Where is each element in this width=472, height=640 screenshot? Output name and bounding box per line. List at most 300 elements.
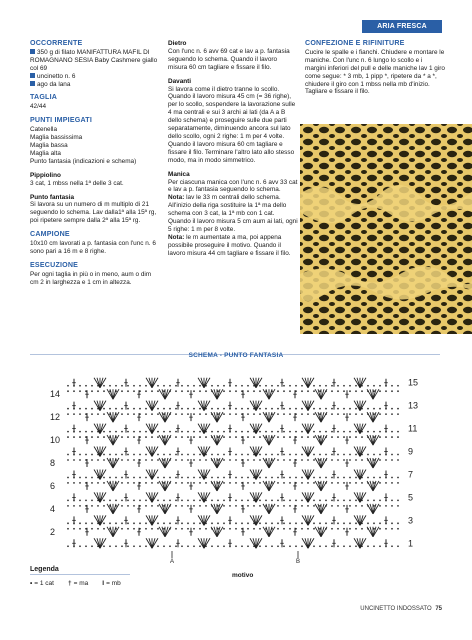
chain-dot <box>271 477 273 479</box>
chain-dot <box>193 408 195 410</box>
row-number-left: 14 <box>50 389 61 400</box>
chain-dot <box>145 505 147 507</box>
chain-dot <box>235 545 237 547</box>
chain-dot <box>343 528 345 530</box>
row-number-right: 13 <box>408 400 419 411</box>
chain-dot <box>187 505 189 507</box>
chain-dot <box>199 500 201 502</box>
chain-dot <box>367 431 369 433</box>
chain-dot <box>361 413 363 415</box>
chain-dot <box>109 477 111 479</box>
chain-dot <box>307 505 309 507</box>
chain-dot <box>391 454 393 456</box>
chain-dot <box>331 454 333 456</box>
chain-dot <box>79 482 81 484</box>
chain-dot <box>187 459 189 461</box>
chain-dot <box>313 385 315 387</box>
chain-dot <box>247 436 249 438</box>
chain-dot <box>349 459 351 461</box>
chain-dot <box>343 385 345 387</box>
row-number-left: 4 <box>50 503 56 514</box>
chain-dot <box>313 522 315 524</box>
chain-dot <box>223 408 225 410</box>
chain-dot <box>379 408 381 410</box>
chain-dot <box>283 522 285 524</box>
chain-dot <box>325 431 327 433</box>
chain-dot <box>127 413 129 415</box>
manica-nota-1: Nota: lav le 33 m centrali dello schema. All'inizio della riga sostituire la 1ª ma dello schema con 3 cat, la 1ª mb con 1 cat. <box>168 194 287 218</box>
pippiolino-section <box>30 172 160 188</box>
chain-dot <box>331 545 333 547</box>
chain-dot <box>355 500 357 502</box>
chain-dot <box>199 454 201 456</box>
chain-dot <box>193 477 195 479</box>
chain-dot <box>187 390 189 392</box>
chain-dot <box>301 528 303 530</box>
chain-dot <box>229 436 231 438</box>
chain-dot <box>97 390 99 392</box>
chain-dot <box>391 385 393 387</box>
chain-dot <box>79 454 81 456</box>
chain-dot <box>325 454 327 456</box>
chain-dot <box>271 522 273 524</box>
chain-dot <box>193 390 195 392</box>
chain-dot <box>247 459 249 461</box>
chain-dot <box>73 436 75 438</box>
chain-dot <box>259 505 261 507</box>
chain-dot <box>373 454 375 456</box>
chain-dot <box>379 390 381 392</box>
chain-dot <box>235 528 237 530</box>
chain-dot <box>151 505 153 507</box>
chain-dot <box>235 454 237 456</box>
chain-dot <box>355 545 357 547</box>
chain-dot <box>73 528 75 530</box>
chain-dot <box>121 500 123 502</box>
chain-dot <box>133 545 135 547</box>
chain-dot <box>175 431 177 433</box>
chain-dot <box>343 459 345 461</box>
chain-dot <box>109 408 111 410</box>
chain-dot <box>241 385 243 387</box>
chain-dot <box>175 522 177 524</box>
chain-dot <box>163 500 165 502</box>
chain-dot <box>295 522 297 524</box>
chain-dot <box>367 385 369 387</box>
chain-dot <box>211 431 213 433</box>
chain-dot <box>241 500 243 502</box>
chain-dot <box>343 454 345 456</box>
chain-dot <box>133 431 135 433</box>
chain-dot <box>121 385 123 387</box>
chain-dot <box>91 500 93 502</box>
chain-dot <box>193 431 195 433</box>
row-number-right: 9 <box>408 446 414 457</box>
chain-dot <box>121 390 123 392</box>
chain-dot <box>289 477 291 479</box>
chain-dot <box>331 500 333 502</box>
chain-dot <box>103 413 105 415</box>
chain-dot <box>373 477 375 479</box>
chain-dot <box>319 545 321 547</box>
chain-dot <box>349 522 351 524</box>
chain-dot <box>361 482 363 484</box>
chain-dot <box>349 505 351 507</box>
chain-dot <box>313 413 315 415</box>
chain-dot <box>157 522 159 524</box>
chain-dot <box>271 500 273 502</box>
chain-dot <box>283 454 285 456</box>
punti-line: Catenella <box>30 126 58 134</box>
chain-dot <box>73 482 75 484</box>
chain-dot <box>385 436 387 438</box>
chain-dot <box>301 522 303 524</box>
chain-dot <box>163 454 165 456</box>
chain-dot <box>235 390 237 392</box>
legend-item: † = ma <box>67 580 89 587</box>
chain-dot <box>313 454 315 456</box>
chain-dot <box>181 545 183 547</box>
chain-dot <box>373 500 375 502</box>
chain-dot <box>253 413 255 415</box>
chain-dot <box>217 545 219 547</box>
legend-title: Legenda <box>30 566 59 573</box>
chain-dot <box>301 408 303 410</box>
chain-dot <box>139 477 141 479</box>
chain-dot <box>181 390 183 392</box>
chain-dot <box>139 500 141 502</box>
single-crochet-icon: I <box>102 580 105 587</box>
chain-dot <box>91 505 93 507</box>
chain-dot <box>145 454 147 456</box>
chain-dot <box>109 385 111 387</box>
chain-dot <box>301 482 303 484</box>
chain-dot <box>229 528 231 530</box>
chain-dot <box>205 482 207 484</box>
chain-dot <box>193 413 195 415</box>
chain-dot <box>127 482 129 484</box>
chain-dot <box>337 500 339 502</box>
chain-dot <box>199 408 201 410</box>
chain-dot <box>121 528 123 530</box>
marker-b-label: B <box>296 559 301 563</box>
chain-dot <box>271 431 273 433</box>
chain-dot <box>259 454 261 456</box>
chain-dot <box>97 482 99 484</box>
chain-dot <box>391 522 393 524</box>
chain-dot <box>181 522 183 524</box>
chain-dot <box>379 545 381 547</box>
chain-dot <box>283 413 285 415</box>
chain-dot <box>139 545 141 547</box>
chain-dot <box>151 436 153 438</box>
chain-dot <box>67 436 69 438</box>
motivo-label: motivo <box>232 572 254 579</box>
chain-dot <box>373 522 375 524</box>
chain-dot <box>157 390 159 392</box>
chain-dot <box>283 431 285 433</box>
chain-dot <box>139 431 141 433</box>
chain-dot <box>337 505 339 507</box>
chain-dot <box>355 459 357 461</box>
chain-dot <box>355 477 357 479</box>
chain-dot <box>313 482 315 484</box>
chain-dot <box>235 500 237 502</box>
chain-dot <box>157 436 159 438</box>
crochet-photo <box>300 124 472 334</box>
row-number-left: 10 <box>50 435 61 446</box>
chain-dot <box>91 477 93 479</box>
pippiolino-title: Pippiolino <box>30 171 61 179</box>
chain-dot <box>97 413 99 415</box>
chain-dot <box>277 477 279 479</box>
crochet-chart <box>40 363 430 563</box>
chain-dot <box>385 413 387 415</box>
chain-dot <box>307 459 309 461</box>
chain-dot <box>199 436 201 438</box>
column-finishing <box>305 40 445 102</box>
chain-dot <box>175 459 177 461</box>
chain-dot <box>397 413 399 415</box>
chain-dot <box>373 385 375 387</box>
chain-dot <box>133 482 135 484</box>
chain-dot <box>313 436 315 438</box>
pippiolino-text: 3 cat, 1 mbss nella 1ª delle 3 cat. <box>30 179 124 187</box>
chain-dot <box>235 522 237 524</box>
chain-dot <box>199 545 201 547</box>
chain-dot <box>241 522 243 524</box>
chain-dot <box>277 522 279 524</box>
chain-dot <box>103 477 105 479</box>
chain-dot <box>121 459 123 461</box>
chain-dot <box>289 390 291 392</box>
chain-dot <box>127 390 129 392</box>
chain-dot <box>193 436 195 438</box>
chain-dot <box>343 482 345 484</box>
taglia-text: 42/44 <box>30 103 46 111</box>
row-number-right: 1 <box>408 538 414 549</box>
chain-dot <box>259 482 261 484</box>
chain-dot <box>79 408 81 410</box>
chain-dot <box>313 528 315 530</box>
chain-dot <box>343 505 345 507</box>
chain-dot <box>259 500 261 502</box>
chain-dot <box>283 500 285 502</box>
page-number: 75 <box>435 606 442 612</box>
chain-dot <box>121 477 123 479</box>
chain-dot <box>157 482 159 484</box>
chain-dot <box>97 459 99 461</box>
chain-dot <box>349 477 351 479</box>
chain-dot <box>343 436 345 438</box>
chain-dot <box>367 477 369 479</box>
chain-dot <box>391 482 393 484</box>
chain-dot <box>229 505 231 507</box>
chain-dot <box>145 528 147 530</box>
chain-dot <box>253 436 255 438</box>
chain-dot <box>343 431 345 433</box>
chain-dot <box>379 522 381 524</box>
chain-dot <box>253 505 255 507</box>
chain-dot <box>187 522 189 524</box>
chain-dot <box>199 431 201 433</box>
chain-dot <box>103 500 105 502</box>
chain-dot <box>349 408 351 410</box>
chain-dot <box>157 431 159 433</box>
chain-dot <box>157 408 159 410</box>
chain-dot <box>301 431 303 433</box>
crochet-texture-image <box>300 124 472 334</box>
chain-dot <box>295 385 297 387</box>
punto-fantasia-section <box>30 194 160 226</box>
chain-dot <box>85 385 87 387</box>
manica-nota-2: Nota: le m aumentate a ma, poi appena possibile proseguire il motivo. Quando il lavoro misura 44 cm tagliare e fissare il filo. <box>168 233 291 257</box>
chain-dot <box>97 528 99 530</box>
chain-dot <box>391 505 393 507</box>
chain-dot <box>307 413 309 415</box>
chain-dot <box>391 528 393 530</box>
chain-dot <box>247 482 249 484</box>
chain-dot <box>91 436 93 438</box>
chain-dot <box>379 459 381 461</box>
chain-dot <box>157 454 159 456</box>
chain-dot <box>169 500 171 502</box>
chain-dot <box>145 477 147 479</box>
manica-title: Manica <box>168 170 190 178</box>
chain-dot <box>355 390 357 392</box>
chain-dot <box>223 500 225 502</box>
chain-dot <box>235 477 237 479</box>
chain-dot <box>355 431 357 433</box>
chain-dot <box>325 408 327 410</box>
davanti-text-2: Quando il lavoro misura 45 cm (= 36 righe), per lo scollo, sospendere la lavorazione sulle 4 ma centrali e sui 3 archi ai lati (da A a B dello schema) e proseguire sulle due parti separatamente, diminuendo ancora sul lato dello scollo, ogni 2 righe: 1 m per 4 volte. Quando il lavoro misura 60 cm tagliare e fissare il filo. Terminare l'altro lato allo stesso modo, ma in modo simmetrico. <box>168 93 296 164</box>
chain-dot <box>289 413 291 415</box>
chain-dot <box>223 431 225 433</box>
chain-dot <box>319 431 321 433</box>
section-tab: ARIA FRESCA <box>362 20 442 33</box>
chain-dot <box>187 528 189 530</box>
chain-dot <box>85 431 87 433</box>
chain-dot <box>103 528 105 530</box>
chain-dot <box>103 385 105 387</box>
chain-dot <box>157 528 159 530</box>
chain-dot <box>295 545 297 547</box>
chain-dot <box>385 505 387 507</box>
chain-dot <box>379 454 381 456</box>
chain-dot <box>127 408 129 410</box>
chain-dot <box>349 385 351 387</box>
chain-dot <box>151 413 153 415</box>
chain-dot <box>145 436 147 438</box>
chain-dot <box>301 413 303 415</box>
chain-dot <box>349 454 351 456</box>
chain-dot <box>157 477 159 479</box>
chain-dot <box>85 454 87 456</box>
chain-dot <box>247 528 249 530</box>
chain-dot <box>217 408 219 410</box>
chain-dot <box>313 431 315 433</box>
chain-dot <box>379 431 381 433</box>
chain-dot <box>205 390 207 392</box>
chain-dot <box>367 522 369 524</box>
chain-dot <box>85 545 87 547</box>
chain-dot <box>73 459 75 461</box>
chain-dot <box>235 459 237 461</box>
chain-dot <box>79 431 81 433</box>
chain-dot <box>277 390 279 392</box>
chain-dot <box>289 436 291 438</box>
row-number-right: 7 <box>408 469 414 480</box>
chain-dot <box>181 528 183 530</box>
chain-dot <box>307 482 309 484</box>
chain-dot <box>145 390 147 392</box>
chain-dot <box>157 505 159 507</box>
chain-dot <box>109 545 111 547</box>
chain-dot <box>145 413 147 415</box>
chain-dot <box>145 482 147 484</box>
chain-dot <box>211 500 213 502</box>
chain-dot <box>157 545 159 547</box>
marker-a-label: A <box>170 559 175 563</box>
chain-dot <box>211 522 213 524</box>
chain-dot <box>313 459 315 461</box>
chain-dot <box>295 500 297 502</box>
chain-dot <box>271 408 273 410</box>
chain-dot <box>67 477 69 479</box>
chain-dot <box>337 482 339 484</box>
chain-dot <box>397 454 399 456</box>
chain-dot <box>337 385 339 387</box>
chain-dot <box>313 505 315 507</box>
chain-dot <box>313 500 315 502</box>
chain-dot <box>181 500 183 502</box>
chain-dot <box>307 528 309 530</box>
chain-dot <box>133 528 135 530</box>
chain-dot <box>301 390 303 392</box>
chain-dot <box>271 385 273 387</box>
chain-dot <box>373 431 375 433</box>
esecuzione-text: Per ogni taglia in più o in meno, aum o dim cm 2 in larghezza e 1 cm in altezza. <box>30 270 152 286</box>
chain-dot <box>259 522 261 524</box>
chain-dot <box>193 528 195 530</box>
chain-dot <box>379 482 381 484</box>
chain-dot <box>361 390 363 392</box>
chain-dot <box>397 500 399 502</box>
chain-dot <box>277 413 279 415</box>
chain-dot <box>259 385 261 387</box>
chain-dot <box>289 505 291 507</box>
chain-dot <box>133 408 135 410</box>
chain-dot <box>337 528 339 530</box>
row-number-left: 2 <box>50 526 56 537</box>
chain-dot <box>361 436 363 438</box>
chain-dot <box>247 545 249 547</box>
chain-dot <box>349 436 351 438</box>
chain-dot <box>103 436 105 438</box>
chain-dot <box>319 454 321 456</box>
chain-dot <box>169 477 171 479</box>
chain-dot <box>367 454 369 456</box>
chain-dot <box>199 385 201 387</box>
chain-dot <box>349 413 351 415</box>
chain-dot <box>379 500 381 502</box>
chain-dot <box>277 385 279 387</box>
chain-dot <box>103 454 105 456</box>
dietro-title: Dietro <box>168 40 187 47</box>
chain-dot <box>133 413 135 415</box>
chain-dot <box>193 459 195 461</box>
chain-dot <box>283 408 285 410</box>
